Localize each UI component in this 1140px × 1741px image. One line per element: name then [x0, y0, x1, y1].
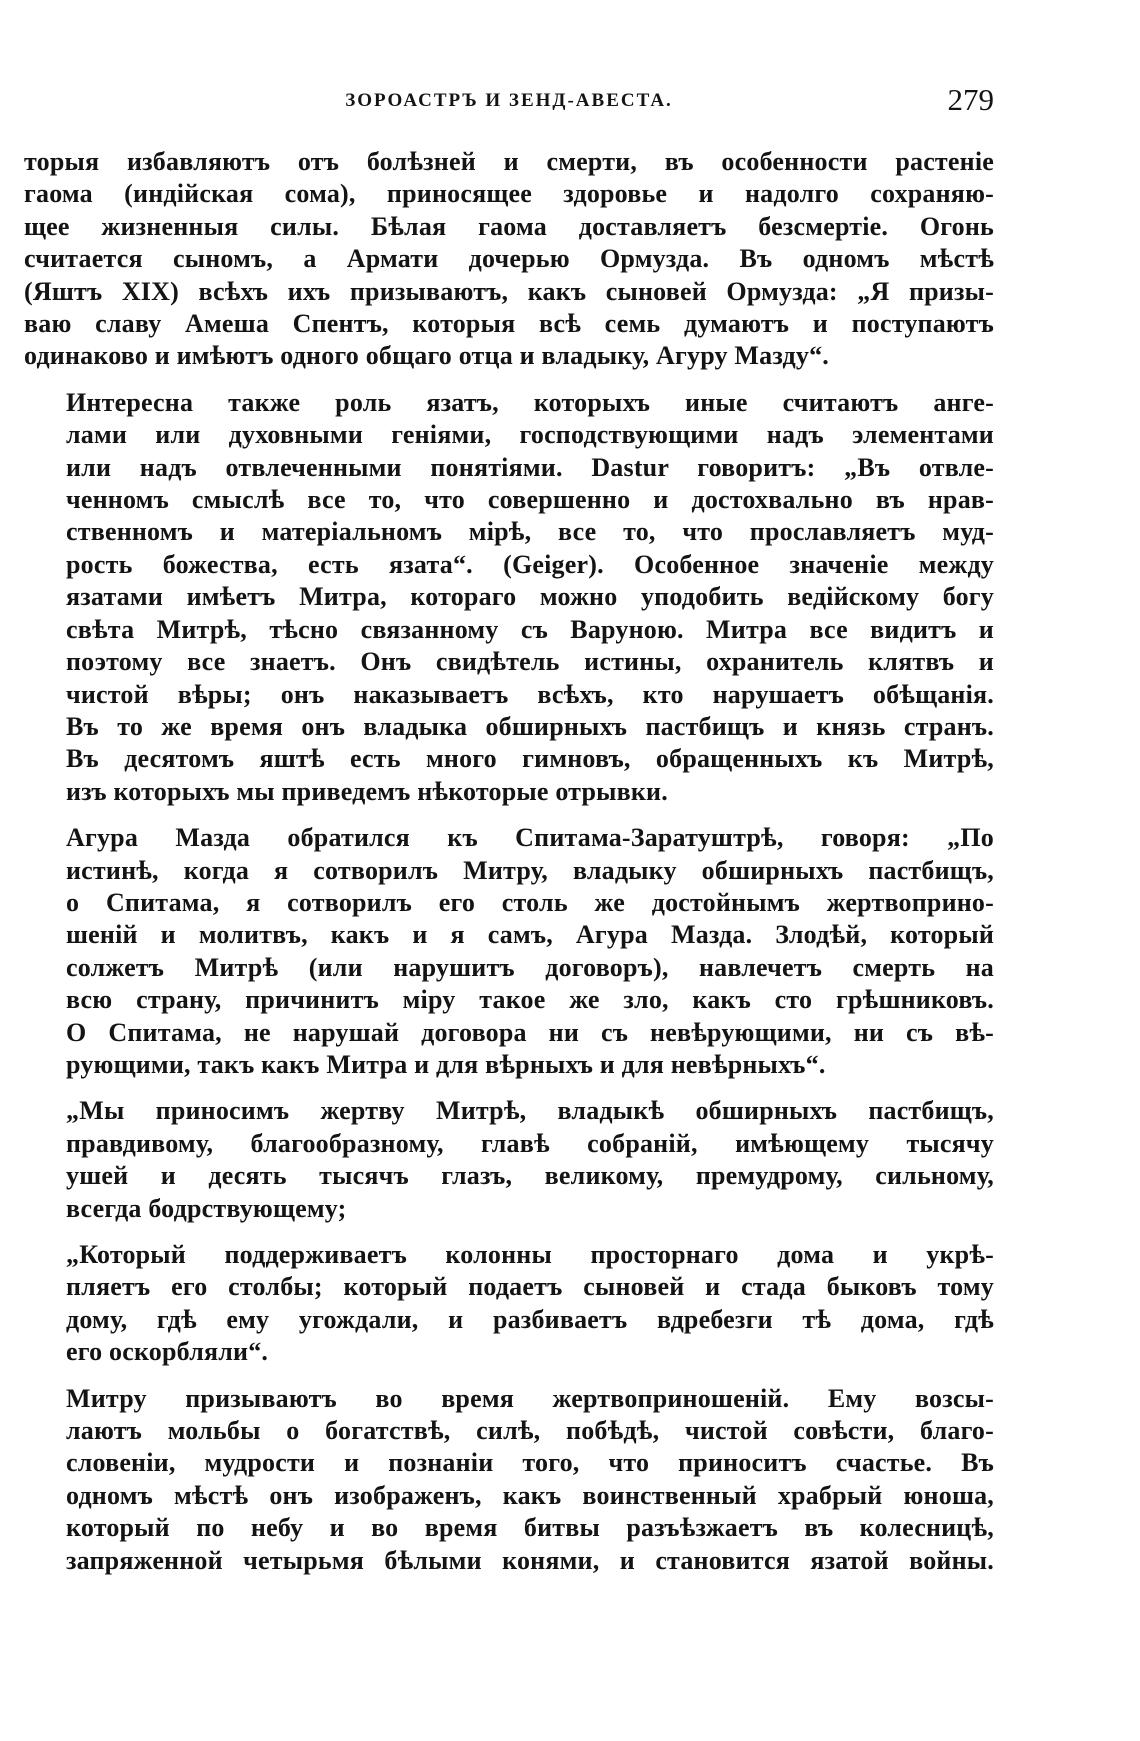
- text-line: всю страну, причинитъ міру такое же зло, какъ сто грѣшниковъ.: [66, 985, 994, 1015]
- text-line: Митру призываютъ во время жертвоприношеній. Ему возсы-: [66, 1383, 994, 1413]
- text-line: О Спитама, не нарушай договора ни съ невѣрующими, ни съ вѣ-: [66, 1017, 994, 1047]
- text-line: „Мы приносимъ жертву Митрѣ, владыкѣ обширныхъ пастбищъ,: [66, 1096, 994, 1126]
- text-line: словеніи, мудрости и познаніи того, что приноситъ счастье. Въ: [66, 1448, 994, 1478]
- text-line: Агура Мазда обратился къ Спитама-Заратуштрѣ, говоря: „По: [66, 823, 994, 853]
- text-line: чистой вѣры; онъ наказываетъ всѣхъ, кто нарушаетъ обѣщанія.: [66, 679, 994, 709]
- paragraph-3: [24, 822, 994, 1081]
- text-line: правдивому, благообразному, главѣ собраній, имѣющему тысячу: [66, 1128, 994, 1158]
- text-line: или надъ отвлеченными понятіями. Dastur говоритъ: „Въ отвле-: [66, 452, 994, 482]
- paragraph-6: [24, 1383, 994, 1577]
- text-line: Въ десятомъ яштѣ есть много гимновъ, обращенныхъ къ Митрѣ,: [66, 744, 994, 774]
- text-line: пляетъ его столбы; который подаетъ сыновей и стада быковъ тому: [66, 1272, 994, 1302]
- text-line: торыя избавляютъ отъ болѣзней и смерти, въ особенности растеніе: [24, 147, 994, 176]
- paragraph-4: [24, 1095, 994, 1225]
- text-line: запряженной четырьмя бѣлыми конями, и становится язатой войны.: [66, 1545, 994, 1575]
- paragraph-1: [24, 146, 994, 373]
- text-line: „Который поддерживаетъ колонны просторнаго дома и укрѣ-: [66, 1240, 994, 1269]
- running-head: [24, 82, 994, 122]
- text-line: солжетъ Митрѣ (или нарушитъ договоръ), навлечетъ смерть на: [66, 952, 994, 982]
- text-line: лаютъ мольбы о богатствѣ, силѣ, побѣдѣ, чистой совѣсти, благо-: [66, 1416, 994, 1446]
- text-line: одномъ мѣстѣ онъ изображенъ, какъ воинственный храбрый юноша,: [66, 1480, 994, 1510]
- text-line: рость божества, есть язата“. (Geiger). Особенное значеніе между: [66, 549, 994, 579]
- body-text: [24, 146, 994, 1591]
- text-line: истинѣ, когда я сотворилъ Митру, владыку обширныхъ пастбищъ,: [66, 855, 994, 885]
- text-line: считается сыномъ, а Армати дочерью Ормузда. Въ одномъ мѣстѣ: [24, 244, 994, 274]
- text-line: Въ то же время онъ владыка обширныхъ пастбищъ и князь странъ.: [66, 711, 994, 741]
- text-line: (Яштъ XIX) всѣхъ ихъ призываютъ, какъ сыновей Ормузда: „Я призы-: [24, 276, 994, 306]
- text-line: ченномъ смыслѣ все то, что совершенно и достохвально въ нрав-: [66, 485, 994, 515]
- text-line: рующими, такъ какъ Митра и для вѣрныхъ и для невѣрныхъ“.: [66, 1049, 826, 1079]
- text-line: дому, гдѣ ему угождали, и разбиваетъ вдребезги тѣ дома, гдѣ: [66, 1304, 994, 1334]
- text-line: лами или духовными геніями, господствующими надъ элементами: [66, 420, 994, 450]
- text-line: ушей и десять тысячъ глазъ, великому, премудрому, сильному,: [66, 1161, 994, 1191]
- text-line: всегда бодрствующему;: [66, 1193, 347, 1223]
- text-line: язатами имѣетъ Митра, котораго можно уподобить ведійскому богу: [66, 582, 994, 612]
- text-line: изъ которыхъ мы приведемъ нѣкоторые отрывки.: [66, 776, 668, 806]
- text-line: его оскорбляли“.: [66, 1337, 269, 1367]
- text-line: ваю славу Амеша Спентъ, которыя всѣ семь думаютъ и поступаютъ: [24, 309, 994, 339]
- running-title: ЗОРОАСТРЪ И ЗЕНД-АВЕСТА.: [345, 90, 673, 111]
- text-line: ственномъ и матеріальномъ мірѣ, все то, что прославляетъ муд-: [66, 517, 994, 547]
- text-line: который по небу и во время битвы разъѣзжаетъ въ колесницѣ,: [66, 1513, 994, 1543]
- text-line: поэтому все знаетъ. Онъ свидѣтель истины, охранитель клятвъ и: [66, 647, 994, 677]
- paragraph-2: [24, 387, 994, 808]
- paragraph-5: [24, 1239, 994, 1369]
- text-line: о Спитама, я сотворилъ его столь же достойнымъ жертвоприно-: [66, 887, 994, 917]
- text-line: свѣта Митрѣ, тѣсно связанному съ Варуною. Митра все видитъ и: [66, 614, 994, 644]
- text-line: гаома (индійская сома), приносящее здоровье и надолго сохраняю-: [24, 179, 994, 209]
- text-line: Интересна также роль язатъ, которыхъ иные считаютъ анге-: [66, 387, 994, 417]
- text-line: щее жизненныя силы. Бѣлая гаома доставляетъ безсмертіе. Огонь: [24, 211, 994, 241]
- page-number: 279: [947, 82, 994, 117]
- text-line: шеній и молитвъ, какъ и я самъ, Агура Мазда. Злодѣй, который: [66, 920, 994, 950]
- text-line: одинаково и имѣютъ одного общаго отца и владыку, Агуру Мазду“.: [24, 341, 830, 371]
